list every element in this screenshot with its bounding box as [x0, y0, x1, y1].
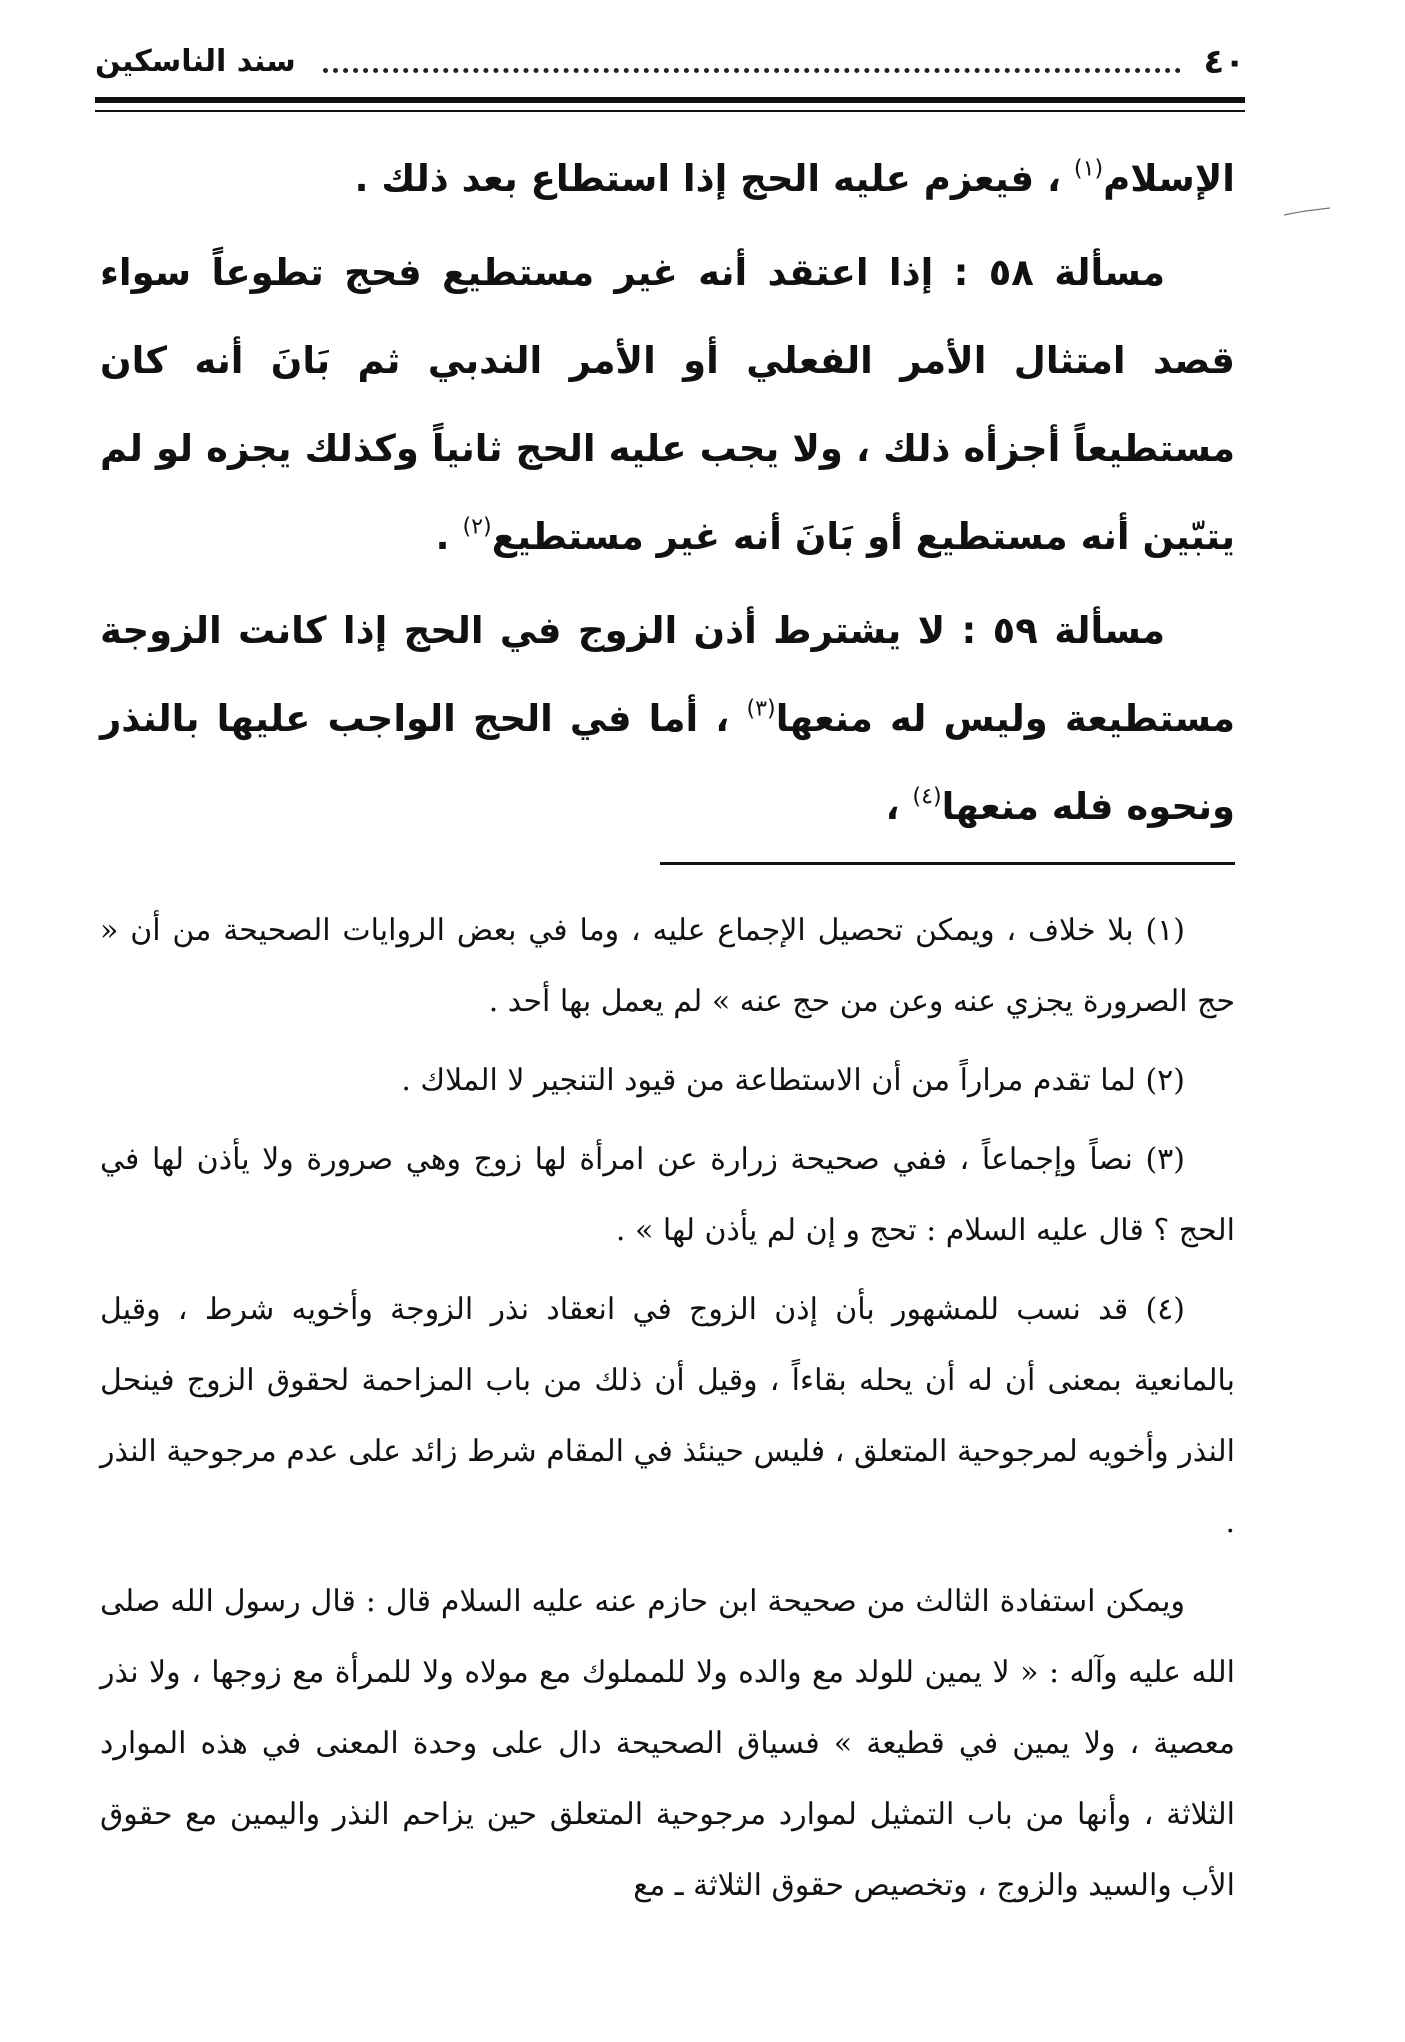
header-rule-thin: [95, 110, 1245, 112]
header-rule-thick: [95, 97, 1245, 103]
paragraph-continuation: [100, 135, 1235, 223]
footnote-ref-4: (٤): [912, 783, 942, 810]
running-header: [95, 38, 1245, 90]
book-title: سند الناسكين: [95, 44, 296, 79]
footnote-3: (٣) نصاً وإجماعاً ، ففي صحيحة زرارة عن امرأة لها زوج وهي صرورة ولا يأذن لها في الحج ؟ قال عليه السلام : تحج و إن لم يأذن لها » .: [100, 1142, 1235, 1248]
p2-text-a: مسألة ٥٨ : إذا اعتقد أنه غير مستطيع فحج تطوعاً سواء قصد امتثال الأمر الفعلي أو الأمر الندبي ثم بَانَ أنه كان مستطيعاً أجزأه ذلك ، ولا يجب عليه الحج ثانياً وكذلك يجزه لو لم يتبّين أنه مستطيع أو بَانَ أنه غير مستطيع: [100, 251, 1235, 558]
p3-text-c: ،: [885, 785, 913, 828]
p3-text-b: ، أما في الحج الواجب عليها بالنذر ونحوه فله منعها: [100, 697, 1235, 828]
footnote-divider: [660, 862, 1235, 865]
page-number: ٤٠: [1203, 42, 1245, 82]
footnote-1: (١) بلا خلاف ، ويمكن تحصيل الإجماع عليه ، وما في بعض الروايات الصحيحة من أن « حج الصرورة يجزي عنه وعن من حج عنه » لم يعمل بها أحد .: [100, 913, 1235, 1019]
header-dotted-leader: [323, 68, 1181, 73]
footnote-ref-3: (٣): [746, 695, 776, 722]
footnote-ref-1: (١): [1073, 155, 1104, 182]
footnote-4: (٤) قد نسب للمشهور بأن إذن الزوج في انعقاد نذر الزوجة وأخويه شرط ، وقيل بالمانعية بمعنى أن له أن يحله بقاءاً ، وقيل أن ذلك من باب المزاحمة لحقوق الزوج فينحل النذر وأخويه لمرجوحية المتعلق ، فليس حينئذ في المقام شرط زائد على عدم مرجوحية النذر .: [100, 1292, 1235, 1540]
p1-text-b: ، فيعزم عليه الحج إذا استطاع بعد ذلك .: [354, 157, 1074, 200]
main-text: [100, 135, 1235, 857]
issue-58: [100, 229, 1235, 581]
p1-text-a: الإسلام: [1103, 157, 1235, 200]
footnotes: [100, 895, 1235, 1929]
footnote-2: (٢) لما تقدم مراراً من أن الاستطاعة من قيود التنجير لا الملاك .: [401, 1063, 1185, 1098]
footnote-4-continuation: ويمكن استفادة الثالث من صحيحة ابن حازم عنه عليه السلام قال : قال رسول الله صلى الله عليه وآله : « لا يمين للولد مع والده ولا للمملوك مع مولاه ولا للمرأة مع زوجها ، ولا نذر معصية ، ولا يمين في قطيعة » فسياق الصحيحة دال على وحدة المعنى في هذه الموارد الثلاثة ، وأنها من باب التمثيل لموارد مرجوحية المتعلق حين يزاحم النذر واليمين مع حقوق الأب والسيد والزوج ، وتخصيص حقوق الثلاثة ـ مع: [100, 1584, 1235, 1903]
issue-59: [100, 587, 1235, 851]
p3-text-a: مسألة ٥٩ : لا يشترط أذن الزوج في الحج إذا كانت الزوجة مستطيعة وليس له منعها: [100, 609, 1236, 740]
footnote-ref-2: (٢): [462, 513, 492, 540]
margin-pencil-mark: [1282, 206, 1332, 220]
p2-text-b: .: [435, 515, 463, 558]
